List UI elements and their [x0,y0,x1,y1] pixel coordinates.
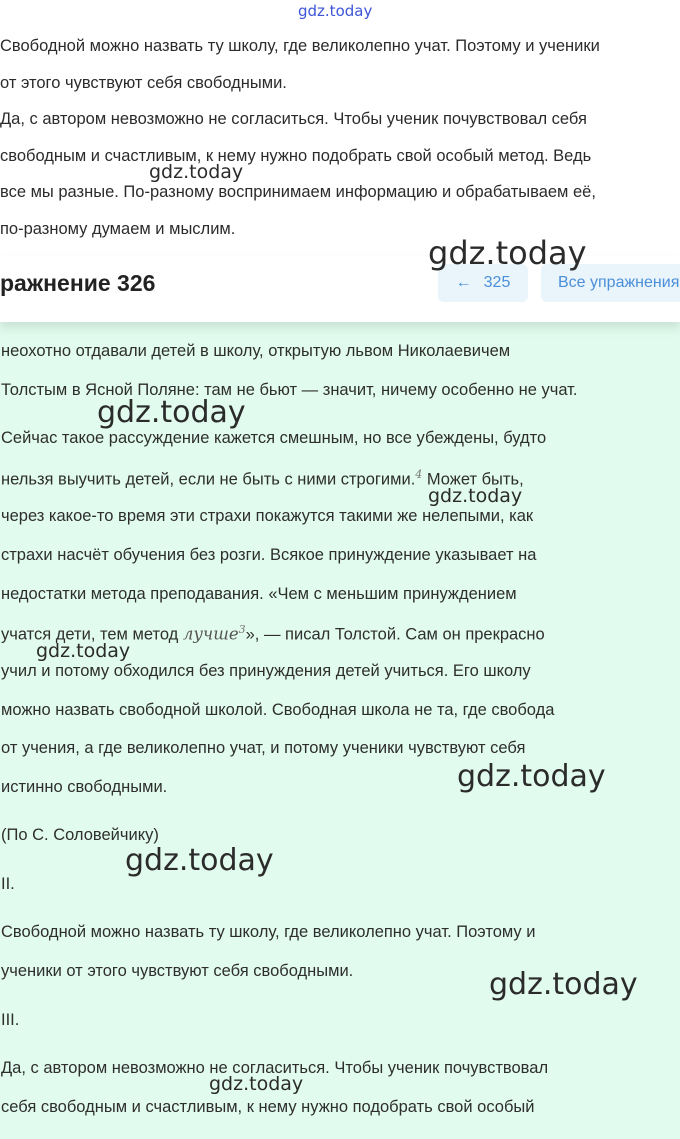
text-line: можно назвать свободной школой. Свободная школа не та, где свобода [1,701,555,719]
footnote-marker: 4 [415,468,423,481]
previous-exercise-button[interactable] [438,264,528,302]
text-line: себя свободным и счастливым, к нему нужно подобрать свой особый [1,1098,535,1116]
watermark: gdz.today [97,395,246,430]
footnote-marker: 3 [238,623,246,636]
all-exercises-button[interactable] [541,264,680,302]
arrow-left-icon: ← [455,274,472,291]
watermark: gdz.today [149,161,244,183]
exercise-header [0,256,680,322]
text-line: Свободной можно назвать ту школу, где великолепно учат. Поэтому и ученики [0,37,600,55]
source-citation: (По С. Соловейчику) [1,826,159,844]
text-line: страхи насчёт обучения без розги. Всякое принуждение указывает на [1,546,537,564]
solution-text [0,318,680,1139]
text-fragment: », — писал Толстой. Сам он прекрасно [245,625,545,644]
text-line: неохотно отдавали детей в школу, открытую львом Николаевичем [1,342,511,360]
text-line: свободным и счастливым, к нему нужно подобрать свой особый метод. Ведь [0,146,592,165]
text-fragment: нельзя выучить детей, если не быть с ними строгими. [1,470,416,489]
exercise-title: ражнение 326 [0,270,156,296]
text-line: Толстым в Ясной Поляне: там не бьют — значит, ничему особенно не учат. [1,381,578,399]
watermark: gdz.today [209,1073,304,1095]
text-line: Свободной можно назвать ту школу, где великолепно учат. Поэтому и [1,923,536,941]
watermark: gdz.today [428,485,523,507]
text-line: через какое-то время эти страхи покажутся такими же нелепыми, как [1,507,534,525]
section-number: II. [1,875,15,893]
opinion-paragraph [0,101,680,247]
text-line: истинно свободными. [1,778,168,796]
text-fragment: учатся дети, тем метод [1,625,183,644]
text-line: учил и потому обходился без принуждения детей учиться. Его школу [1,662,531,680]
text-line [1,623,545,645]
italic-word: лучше [182,624,239,644]
text-line: недостатки метода преподавания. «Чем с меньшим принуждением [1,585,517,603]
text-line: ученики от этого чувствуют себя свободными. [1,962,354,980]
text-line [1,468,524,490]
text-line: все мы разные. По-разному воспринимаем информацию и обрабатываем её, [0,183,596,201]
text-line: от учения, а где великолепно учат, и потому ученики чувствуют себя [1,739,526,757]
site-logo[interactable]: gdz.today [298,2,373,20]
summary-paragraph [0,28,680,101]
text-line: по-разному думаем и мыслим. [0,219,236,238]
text-fragment: Может быть, [422,470,524,489]
watermark: gdz.today [125,843,274,878]
watermark: gdz.today [428,234,587,272]
section-number: III. [1,1011,20,1029]
watermark: gdz.today [457,759,606,794]
watermark: gdz.today [36,640,131,662]
all-exercises-label: Все упражнения [558,274,680,291]
text-line: Да, с автором невозможно не согласиться. Чтобы ученик почувствовал себя [0,110,587,128]
watermark: gdz.today [489,967,638,1002]
text-line: Да, с автором невозможно не согласиться. Чтобы ученик почувствовал [1,1059,549,1077]
text-line: от этого чувствуют себя свободными. [0,73,287,92]
previous-exercise-number: 325 [483,274,511,291]
text-line: Сейчас такое рассуждение кажется смешным, но все убеждены, будто [1,429,547,447]
